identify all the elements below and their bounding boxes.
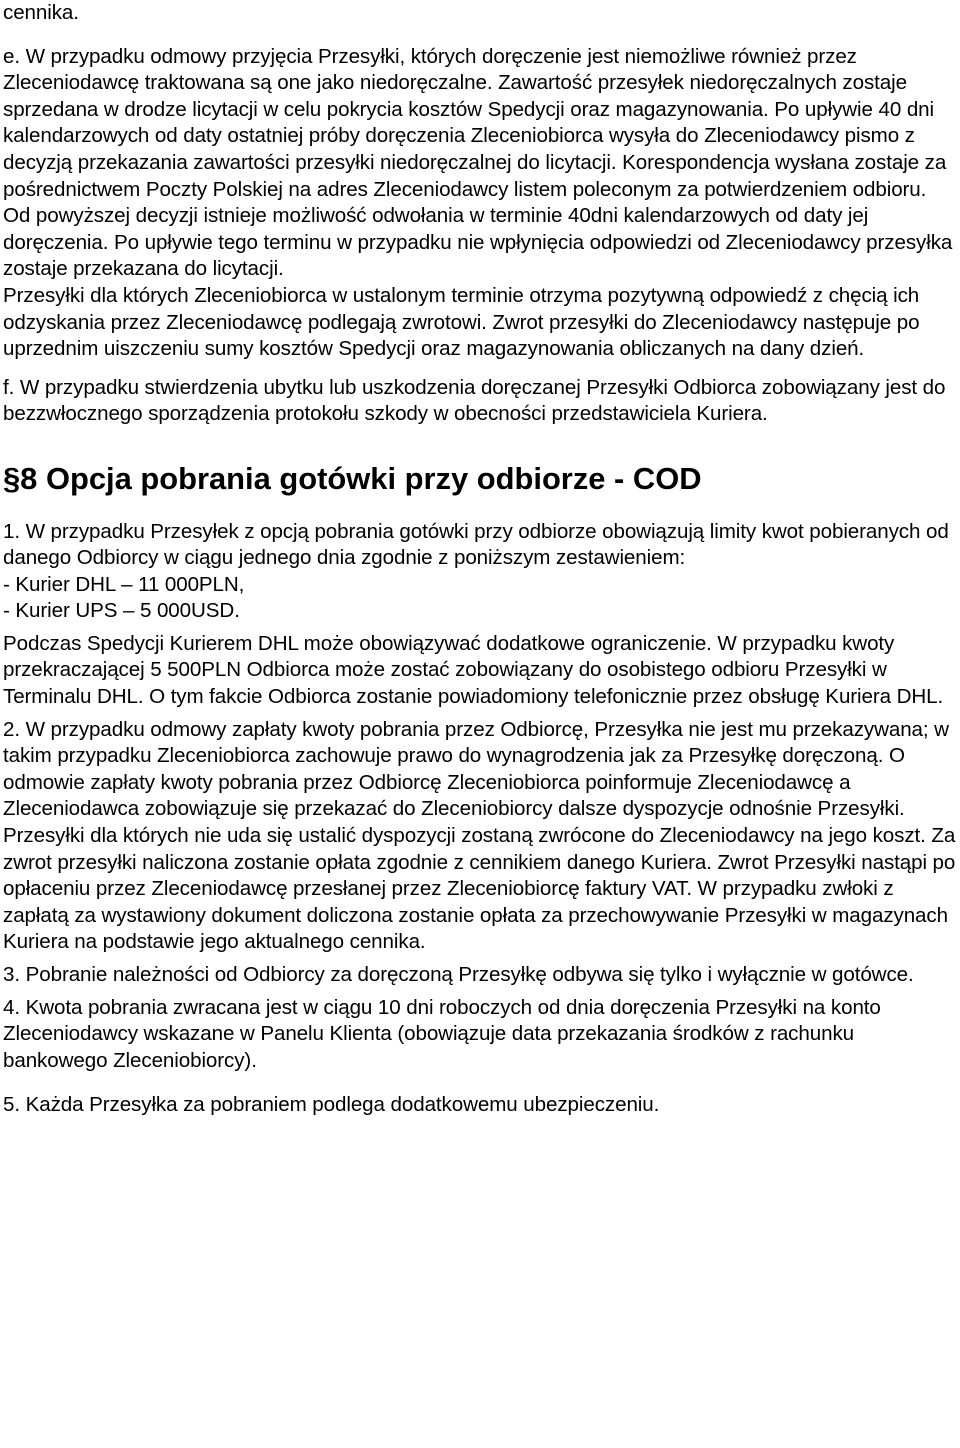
item-1-limit-dhl: - Kurier DHL – 11 000PLN, bbox=[3, 572, 245, 596]
paragraph-e: e. W przypadku odmowy przyjęcia Przesyłki, których doręczenie jest niemożliwe również przez Zleceniodawcę traktowana są one jako niedoręczalne. Zawartość przesyłek niedoręczalnych zostaje sprzedana w drodze licytacji w celu pokrycia kosztów Spedycji oraz magazynowania. Po upływie 40 dni kalendarzowych od daty ostatniej próby doręczenia Zleceniobiorca wysyła do Zleceniodawcy pismo z decyzją przekazania zawartości przesyłki niedoręczalnej do licytacji. Korespondencja wysłana zostaje za pośrednictwem Poczty Polskiej na adres Zleceniodawcy listem poleconym za potwierdzeniem odbioru. bbox=[3, 44, 947, 201]
item-3: 3. Pobranie należności od Odbiorcy za doręczoną Przesyłkę odbywa się tylko i wyłącznie w gotówce. bbox=[3, 963, 914, 986]
item-1-note: Podczas Spedycji Kurierem DHL może obowiązywać dodatkowe ograniczenie. W przypadku kwoty przekraczającej 5 500PLN Odbiorca może zostać zobowiązany do osobistego odbioru Przesyłki w Terminalu DHL. O tym fakcie Odbiorca zostanie powiadomiony telefonicznie przez obsługę Kuriera DHL. bbox=[3, 631, 944, 709]
paragraph-f: f. W przypadku stwierdzenia ubytku lub uszkodzenia doręczanej Przesyłki Odbiorca zobowiązany jest do bezzwłocznego sporządzenia protokołu szkody w obecności przedstawiciela Kuriera. bbox=[3, 375, 946, 426]
paragraph-e-appeal: Od powyższej decyzji istnieje możliwość odwołania w terminie 40dni kalendarzowych od daty jej doręczenia. Po upływie tego terminu w przypadku nie wpłynięcia odpowiedzi od Zleceniodawcy przesyłka zostaje przekazana do licytacji. bbox=[3, 204, 953, 281]
top-fragment: cennika. bbox=[3, 1, 79, 24]
item-5: 5. Każda Przesyłka za pobraniem podlega dodatkowemu ubezpieczeniu. bbox=[3, 1093, 660, 1117]
item-1-intro: 1. W przypadku Przesyłek z opcją pobrania gotówki przy odbiorze obowiązują limity kwot pobieranych od danego Odbiorcy w ciągu jednego dnia zgodnie z poniższym zestawieniem: bbox=[3, 519, 949, 570]
section-title: §8 Opcja pobrania gotówki przy odbiorze - COD bbox=[3, 460, 702, 496]
item-2: 2. W przypadku odmowy zapłaty kwoty pobrania przez Odbiorcę, Przesyłka nie jest mu przekazywana; w takim przypadku Zleceniobiorca zachowuje prawo do wynagrodzenia jak za Przesyłkę doręczoną. O odmowie zapłaty kwoty pobrania przez Odbiorcę Zleceniobiorca poinformuje Zleceniodawcę a Zleceniodawca zobowiązuje się przekazać do Zleceniobiorcy dalsze dyspozycje odnośnie Przesyłki. Przesyłki dla których nie uda się ustalić dyspozycji zostaną zwrócone do Zleceniodawcy na jego koszt. Za zwrot przesyłki naliczona zostanie opłata zgodnie z cennikiem danego Kuriera. Zwrot Przesyłki nastąpi po opłaceniu przez Zleceniodawcę przesłanej przez Zleceniobiorcę faktury VAT. W przypadku zwłoki z zapłatą za wystawiony dokument doliczona zostanie opłata za przechowywanie Przesyłki w magazynach Kuriera na podstawie jego aktualnego cennika. bbox=[3, 717, 956, 954]
item-4: 4. Kwota pobrania zwracana jest w ciągu 10 dni roboczych od dnia doręczenia Przesyłki na konto Zleceniodawcy wskazane w Panelu Klienta (obowiązuje data przekazania środków z rachunku bankowego Zleceniobiorcy). bbox=[3, 995, 881, 1072]
paragraph-e-return: Przesyłki dla których Zleceniobiorca w ustalonym terminie otrzyma pozytywną odpowiedź z chęcią ich odzyskania przez Zleceniodawcę podlegają zwrotowi. Zwrot przesyłki do Zleceniodawcy następuje po uprzednim uiszczeniu sumy kosztów Spedycji oraz magazynowania obliczanych na dany dzień. bbox=[3, 283, 920, 361]
document-page bbox=[3, 0, 959, 1119]
item-1-limit-ups: - Kurier UPS – 5 000USD. bbox=[3, 599, 240, 623]
